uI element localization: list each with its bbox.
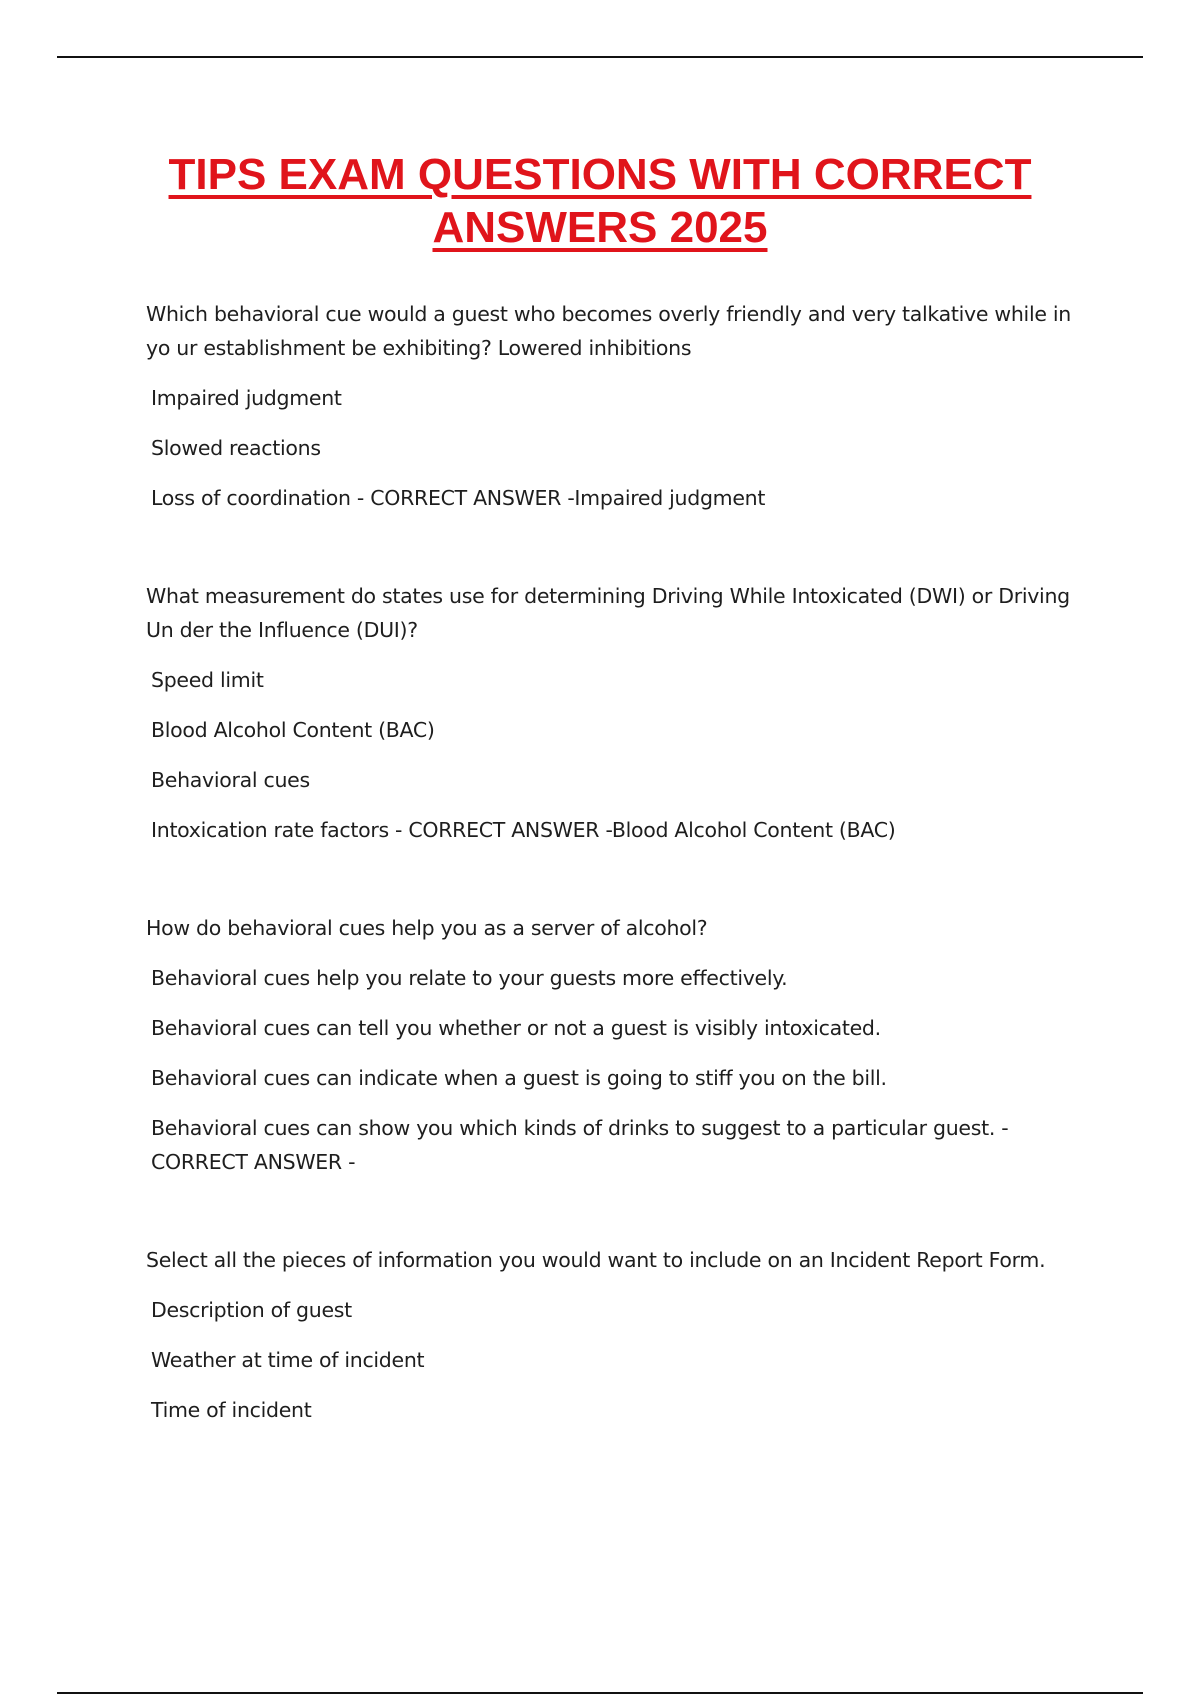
answer-option: Impaired judgment: [151, 386, 342, 410]
answer-option: Time of incident: [151, 1398, 312, 1422]
title-line-1: TIPS EXAM QUESTIONS WITH CORRECT: [168, 150, 1032, 199]
answer-option: Behavioral cues help you relate to your guests more effectively.: [151, 966, 788, 990]
top-rule: [57, 56, 1143, 58]
title-line-2: ANSWERS 2025: [432, 203, 768, 252]
question-block: [146, 1243, 1096, 1427]
answer-option: Behavioral cues can indicate when a guest is going to stiff you on the bill.: [151, 1066, 887, 1090]
question-block: [146, 297, 1096, 515]
answer-option: Loss of coordination - CORRECT ANSWER -Impaired judgment: [151, 486, 766, 510]
document-title: [0, 148, 1200, 254]
bottom-rule: [57, 1692, 1143, 1694]
answer-option: Behavioral cues can show you which kinds of drinks to suggest to a particular guest. - CORRECT ANSWER -: [151, 1116, 1009, 1174]
question-list: [146, 297, 1096, 1491]
question-block: [146, 911, 1096, 1179]
answer-option: Blood Alcohol Content (BAC): [151, 718, 435, 742]
answer-option: Description of guest: [151, 1298, 352, 1322]
question-text: How do behavioral cues help you as a server of alcohol?: [146, 916, 708, 940]
answer-option: Weather at time of incident: [151, 1348, 425, 1372]
question-text: Which behavioral cue would a guest who becomes overly friendly and very talkative while in yo ur establishment be exhibiting? Lowered inhibitions: [146, 302, 1071, 360]
question-text: What measurement do states use for determining Driving While Intoxicated (DWI) or Driving Un der the Influence (DUI)?: [146, 584, 1070, 642]
question-block: [146, 579, 1096, 847]
answer-option: Intoxication rate factors - CORRECT ANSWER -Blood Alcohol Content (BAC): [151, 818, 896, 842]
answer-option: Behavioral cues: [151, 768, 310, 792]
answer-option: Behavioral cues can tell you whether or not a guest is visibly intoxicated.: [151, 1016, 881, 1040]
answer-option: Speed limit: [151, 668, 264, 692]
answer-option: Slowed reactions: [151, 436, 321, 460]
question-text: Select all the pieces of information you would want to include on an Incident Report Form.: [146, 1248, 1046, 1272]
